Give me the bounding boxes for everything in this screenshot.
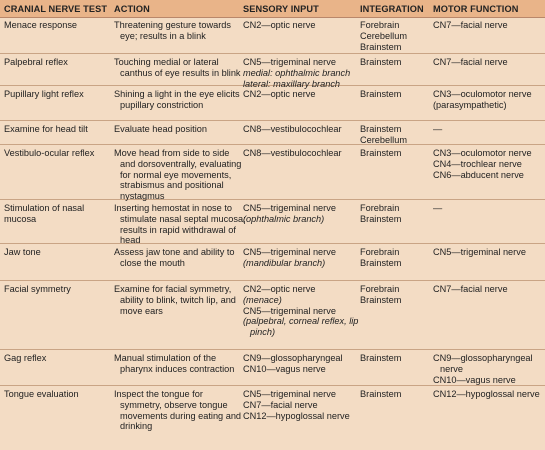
motor-line: CN9—glossopharyngeal nerve <box>433 353 533 374</box>
motor-line: CN3—oculomotor nerve <box>433 148 532 158</box>
cell-action: Examine for facial symmetry, ability to blink, twitch lip, and move ears <box>114 284 236 316</box>
cell-action: Inserting hemostat in nose to stimulate nasal septal mucosa; results in rapid withdrawal of head <box>114 203 246 246</box>
test-name: Examine for head tilt <box>4 124 88 134</box>
integration-line: Brainstem <box>360 89 402 99</box>
header-motor: MOTOR FUNCTION <box>433 4 519 14</box>
table-row <box>0 17 545 54</box>
cell-test <box>4 124 104 135</box>
sensory-detail: medial: ophthalmic branch <box>243 67 351 78</box>
integration-line: Brainstem <box>360 294 402 305</box>
cell-test <box>4 203 104 225</box>
integration-line: Brainstem <box>360 41 402 52</box>
sensory-detail: (ophthalmic branch) <box>243 213 325 224</box>
test-name: Pupillary light reflex <box>4 89 84 99</box>
integration-line: Forebrain <box>360 284 400 294</box>
cell-motor <box>433 203 543 214</box>
cell-sensory <box>243 57 360 89</box>
test-name: Stimulation of nasal mucosa <box>4 203 85 224</box>
header-action: ACTION <box>114 4 150 14</box>
cell-motor <box>433 20 543 31</box>
integration-line: Brainstem <box>360 57 402 67</box>
integration-line: Forebrain <box>360 203 400 213</box>
sensory-line: CN5—trigeminal nerve <box>243 305 336 316</box>
test-name: Palpebral reflex <box>4 57 68 67</box>
table-row <box>0 145 545 200</box>
table-row <box>0 54 545 89</box>
cell-motor <box>433 148 543 180</box>
sensory-detail: (menace) <box>243 294 282 305</box>
motor-line: CN7—facial nerve <box>433 57 508 67</box>
header-sensory: SENSORY INPUT <box>243 4 319 14</box>
test-name: Menace response <box>4 20 78 30</box>
motor-line: (parasympathetic) <box>433 99 507 110</box>
cell-motor <box>433 89 543 111</box>
motor-line: CN7—facial nerve <box>433 20 508 30</box>
cell-test <box>4 20 104 31</box>
table-row <box>0 350 545 386</box>
motor-line: CN12—hypoglossal nerve <box>433 389 540 399</box>
cell-sensory <box>243 203 360 225</box>
cell-integration <box>360 148 424 159</box>
sensory-line: CN5—trigeminal nerve <box>243 57 336 67</box>
motor-line: CN7—facial nerve <box>433 284 508 294</box>
sensory-line: CN10—vagus nerve <box>243 363 326 374</box>
cell-sensory <box>243 20 360 31</box>
table-row <box>0 244 545 281</box>
cell-motor <box>433 284 543 295</box>
table-row <box>0 86 545 121</box>
sensory-line: CN2—optic nerve <box>243 89 316 99</box>
cell-action: Move head from side to side and dorsoventrally, evaluating for normal eye movements, strabismus and positional nystagmus <box>114 148 242 202</box>
cell-action: Shining a light in the eye elicits pupillary constriction <box>114 89 240 110</box>
cell-action: Inspect the tongue for symmetry, observe tongue movements during eating and drinking <box>114 389 242 432</box>
cell-test <box>4 148 104 159</box>
cell-integration <box>360 247 424 269</box>
cell-test <box>4 389 104 400</box>
cell-test <box>4 57 104 68</box>
cell-test <box>4 247 104 258</box>
cell-integration <box>360 353 424 364</box>
integration-line: Brainstem <box>360 257 402 268</box>
cell-integration <box>360 203 424 225</box>
test-name: Gag reflex <box>4 353 47 363</box>
cell-test <box>4 284 104 295</box>
sensory-line: CN8—vestibulocochlear <box>243 124 342 134</box>
integration-line: Brainstem <box>360 148 402 158</box>
integration-line: Forebrain <box>360 247 400 257</box>
cell-integration <box>360 124 424 146</box>
cell-sensory <box>243 148 360 159</box>
sensory-line: CN7—facial nerve <box>243 399 318 410</box>
cell-motor <box>433 353 543 385</box>
test-name: Tongue evaluation <box>4 389 79 399</box>
cell-sensory <box>243 247 360 269</box>
motor-line: CN5—trigeminal nerve <box>433 247 526 257</box>
cell-sensory <box>243 124 360 135</box>
cell-integration <box>360 89 424 100</box>
test-name: Vestibulo-ocular reflex <box>4 148 95 158</box>
integration-line: Brainstem <box>360 213 402 224</box>
integration-line: Brainstem <box>360 389 402 399</box>
motor-line: CN6—abducent nerve <box>433 169 524 180</box>
integration-line: Cerebellum <box>360 30 407 41</box>
header-test: CRANIAL NERVE TEST <box>4 4 108 14</box>
cell-sensory <box>243 89 360 100</box>
integration-line: Forebrain <box>360 20 400 30</box>
cell-action: Threatening gesture towards eye; results in a blink <box>114 20 231 41</box>
sensory-line: CN5—trigeminal nerve <box>243 247 336 257</box>
cell-motor <box>433 124 543 135</box>
cell-sensory <box>243 284 360 338</box>
cell-motor <box>433 57 543 68</box>
cell-motor <box>433 389 543 400</box>
cell-integration <box>360 57 424 68</box>
cell-integration <box>360 284 424 306</box>
cell-test <box>4 353 104 364</box>
sensory-line: CN5—trigeminal nerve <box>243 203 336 213</box>
header-integration: INTEGRATION <box>360 4 424 14</box>
motor-line: CN10—vagus nerve <box>433 374 516 385</box>
cell-sensory <box>243 353 360 375</box>
integration-line: Brainstem <box>360 124 402 134</box>
cell-sensory <box>243 389 360 421</box>
cell-motor <box>433 247 543 258</box>
cell-action: Assess jaw tone and ability to close the mouth <box>114 247 235 268</box>
cell-action: Touching medial or lateral canthus of eye results in blink <box>114 57 241 78</box>
motor-line: CN4—trochlear nerve <box>433 158 522 169</box>
cell-integration <box>360 389 424 400</box>
cell-test <box>4 89 104 100</box>
cell-action: Manual stimulation of the pharynx induces contraction <box>114 353 235 374</box>
sensory-line: CN2—optic nerve <box>243 284 316 294</box>
sensory-detail: (palpebral, corneal reflex, lip pinch) <box>243 316 359 338</box>
table-header <box>0 0 545 18</box>
cell-action: Evaluate head position <box>114 124 207 134</box>
sensory-line: CN2—optic nerve <box>243 20 316 30</box>
test-name: Facial symmetry <box>4 284 71 294</box>
sensory-detail: lateral: maxillary branch <box>243 78 341 89</box>
sensory-line: CN12—hypoglossal nerve <box>243 410 350 421</box>
sensory-detail: (mandibular branch) <box>243 257 326 268</box>
motor-line: — <box>433 124 443 134</box>
integration-line: Cerebellum <box>360 134 407 145</box>
table-row <box>0 281 545 350</box>
motor-line: CN3—oculomotor nerve <box>433 89 532 99</box>
cell-integration <box>360 20 424 52</box>
test-name: Jaw tone <box>4 247 41 257</box>
table-row <box>0 386 545 449</box>
motor-line: — <box>433 203 443 213</box>
sensory-line: CN5—trigeminal nerve <box>243 389 336 399</box>
table-row <box>0 121 545 145</box>
sensory-line: CN9—glossopharyngeal <box>243 353 343 363</box>
integration-line: Brainstem <box>360 353 402 363</box>
table-row <box>0 200 545 244</box>
sensory-line: CN8—vestibulocochlear <box>243 148 342 158</box>
